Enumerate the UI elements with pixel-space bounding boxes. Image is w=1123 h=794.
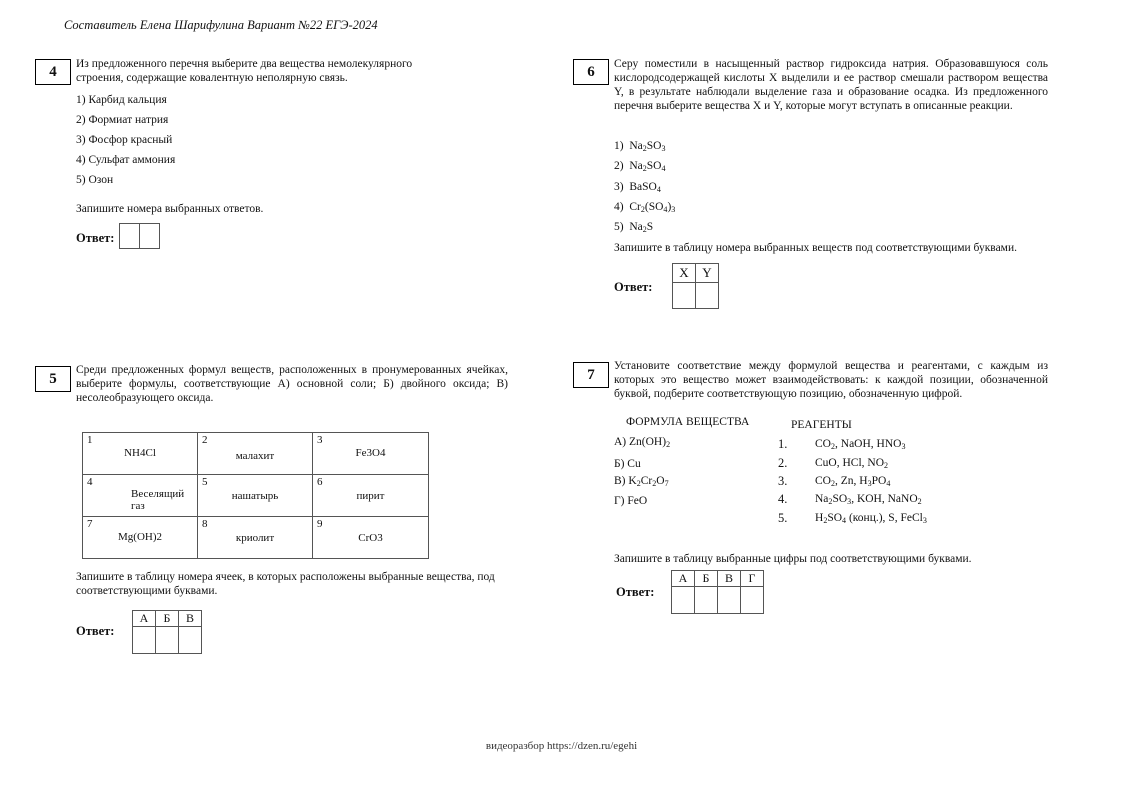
q4-option-1: 1) Карбид кальция (76, 94, 167, 106)
q7-reagent-num-1: 1. (778, 437, 788, 451)
q5-cell (313, 475, 429, 517)
q6-option-4: 4) $Cr_2(SO_4)_3$ (614, 201, 676, 214)
q5-letter-v: В (179, 611, 202, 627)
q5-cell-number: 7 (87, 518, 93, 530)
q5-cell (313, 517, 429, 559)
question-7-instruction: Запишите в таблицу выбранные цифры под соответствующими буквами. (614, 553, 972, 565)
q7-formula-header: ФОРМУЛА ВЕЩЕСТВА (626, 416, 750, 428)
q7-reagents-header: РЕАГЕНТЫ (791, 419, 852, 431)
q5-cell (198, 517, 313, 559)
q5-cell-number: 1 (87, 434, 93, 446)
q7-reagent-num-3: 3. (778, 474, 788, 488)
q7-answer-cell-v[interactable] (718, 587, 741, 614)
q5-cell-value: CrO3 (358, 532, 383, 544)
q5-cell-value: Веселящий газ (131, 488, 185, 512)
q7-reagent-3: $CO_2$, Zn, $H_3PO_4$ (815, 475, 891, 488)
q7-answer-cell-b[interactable] (695, 587, 718, 614)
q5-answer-cell-b[interactable] (156, 627, 179, 654)
q5-letter-b: Б (156, 611, 179, 627)
q7-answer-cell-a[interactable] (672, 587, 695, 614)
q6-option-5: 5) $Na_2S$ (614, 221, 654, 234)
q7-reagent-4: $Na_2SO_3$, KOH, NaNO$_2$ (815, 493, 922, 506)
q5-cell-number: 8 (202, 518, 208, 530)
q7-reagent-num-4: 4. (778, 492, 788, 506)
q7-letter-v: В (718, 571, 741, 587)
question-5-number: 5 (35, 366, 71, 392)
q5-cell-number: 6 (317, 476, 323, 488)
q7-letter-b: Б (695, 571, 718, 587)
q6-answer-cell-x[interactable] (673, 283, 696, 309)
q5-cell-value: Fe3O4 (355, 447, 386, 459)
q5-cell-value: нашатырь (231, 490, 279, 502)
q4-answer-cell-2[interactable] (139, 223, 160, 249)
q5-cell (313, 433, 429, 475)
q7-letter-a: А (672, 571, 695, 587)
q6-option-1: 1) $Na_2SO_3$ (614, 140, 666, 153)
q7-answer-cell-g[interactable] (741, 587, 764, 614)
q4-option-5: 5) Озон (76, 174, 114, 186)
q6-option-2: 2) $Na_2SO_4$ (614, 160, 666, 173)
q6-option-3: 3) BaSO$_4$ (614, 181, 661, 194)
q7-formula-v: В) $K_2Cr_2O_7$ (614, 475, 669, 488)
q5-cell (83, 433, 198, 475)
q5-cell-value: криолит (235, 532, 275, 544)
q4-option-4: 4) Сульфат аммония (76, 154, 176, 166)
q7-formula-b: Б) Cu (614, 458, 641, 470)
q5-cell-number: 2 (202, 434, 208, 446)
question-5-instruction: Запишите в таблицу номера ячеек, в которых расположены выбранные вещества, под соответствующими буквами. (76, 571, 495, 597)
q5-cell-number: 3 (317, 434, 323, 446)
q5-letter-a: А (133, 611, 156, 627)
q4-answer-cell-1[interactable] (119, 223, 140, 249)
q5-cell-value: Mg(OH)2 (118, 531, 162, 543)
q5-cell (198, 433, 313, 475)
q5-cell (83, 517, 198, 559)
question-5-text: Среди предложенных формул веществ, расположенных в пронумерованных ячейках, выберите формулы, соответствующие А) основной соли; Б) двойного оксида; В) несолеобразующего оксида. (76, 364, 508, 404)
q5-cells-table (82, 432, 429, 559)
q5-cell (83, 475, 198, 517)
page-header: Составитель Елена Шарифулина Вариант №22 ЕГЭ-2024 (64, 18, 378, 32)
q5-cell-value: пирит (356, 490, 385, 502)
q4-option-2: 2) Формиат натрия (76, 114, 169, 126)
q5-cell-number: 4 (87, 476, 93, 488)
question-5-answer-label: Ответ: (76, 624, 115, 638)
question-7-text: Установите соответствие между формулой вещества и реагентами, с каждым из которых это вещество может взаимодействовать: к каждой позиции, обозначенной буквой, подберите соответствующую позицию, обозначенную цифрой. (614, 360, 1048, 400)
q4-option-3: 3) Фосфор красный (76, 134, 173, 146)
q5-cell (198, 475, 313, 517)
q5-cell-number: 5 (202, 476, 208, 488)
page-footer: видеоразбор https://dzen.ru/egehi (485, 740, 638, 752)
q7-letter-g: Г (741, 571, 764, 587)
q5-answer-table (132, 610, 202, 654)
question-4-instruction: Запишите номера выбранных ответов. (76, 203, 264, 215)
q5-answer-cell-v[interactable] (179, 627, 202, 654)
q5-cell-number: 9 (317, 518, 323, 530)
q6-answer-cell-y[interactable] (696, 283, 719, 309)
q5-answer-cell-a[interactable] (133, 627, 156, 654)
q5-cell-value: NH4Cl (124, 447, 156, 459)
q7-formula-a: А) $Zn(OH)_2$ (614, 436, 671, 449)
q7-reagent-5: $H_2SO_4$ (конц.), S, FeCl$_3$ (815, 512, 927, 525)
q6-answer-table (672, 263, 719, 309)
q7-reagent-1: $CO_2$, NaOH, $HNO_3$ (815, 438, 906, 451)
question-6-text: Серу поместили в насыщенный раствор гидроксида натрия. Образовавшуюся соль кислородсодержащей кислоты X выделили и ее раствор смешали раствором вещества Y, в результате наблюдали выделение газа и образование осадка. Из предложенного перечня выберите вещества X и Y, которые могут вступать в описанные реакции. (614, 58, 1048, 112)
q7-formula-g: Г) FeO (614, 495, 648, 507)
question-4-text: Из предложенного перечня выберите два вещества немолекулярного строения, содержащие ковалентную неполярную связь. (76, 58, 413, 84)
question-6-instruction: Запишите в таблицу номера выбранных веществ под соответствующими буквами. (614, 242, 1017, 254)
question-4-number: 4 (35, 59, 71, 85)
q7-reagent-2: CuO, HCl, $NO_2$ (815, 457, 889, 470)
question-4-answer-label: Ответ: (76, 231, 115, 245)
question-7-answer-label: Ответ: (616, 585, 655, 599)
q6-letter-y: Y (696, 264, 719, 283)
q6-letter-x: X (673, 264, 696, 283)
question-7-number: 7 (573, 362, 609, 388)
q7-reagent-num-5: 5. (778, 511, 788, 525)
question-6-number: 6 (573, 59, 609, 85)
q7-reagent-num-2: 2. (778, 456, 788, 470)
q5-cell-value: малахит (235, 450, 275, 462)
question-6-answer-label: Ответ: (614, 280, 653, 294)
q7-answer-table (671, 570, 764, 614)
